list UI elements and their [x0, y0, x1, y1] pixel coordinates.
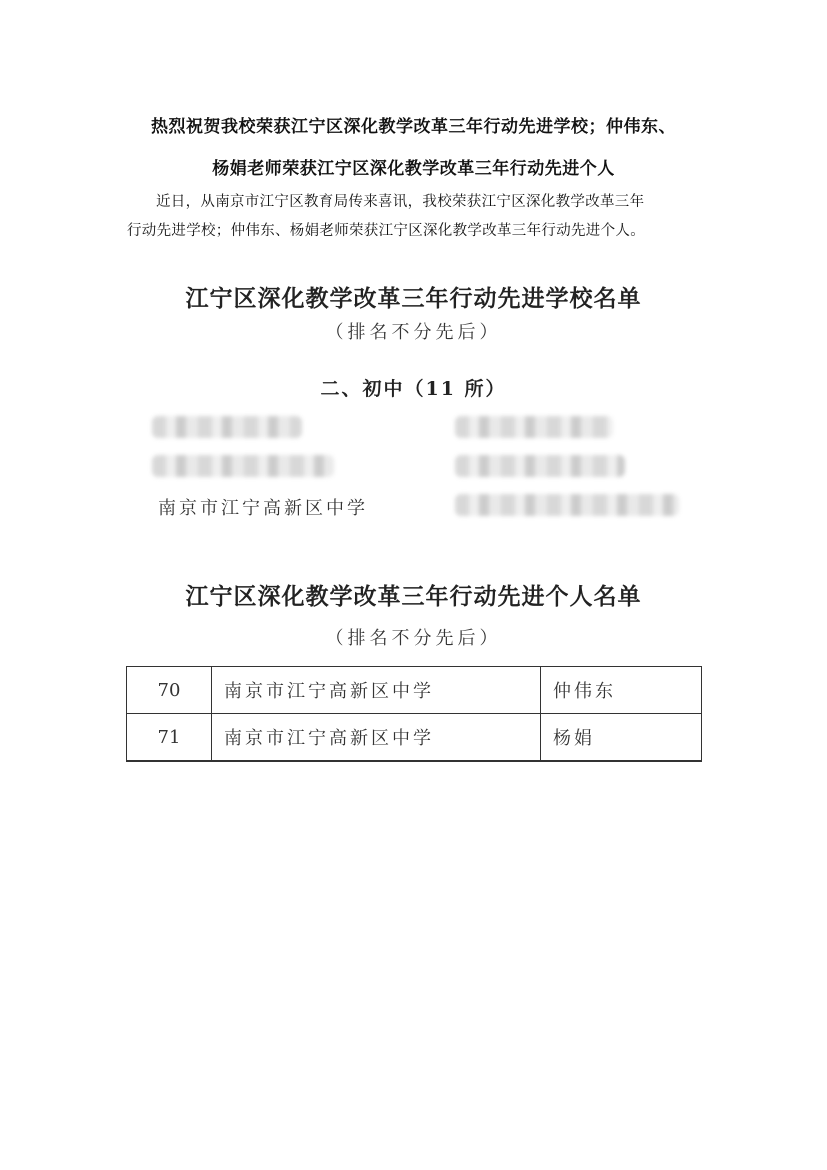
person-list-subtitle: （排名不分先后） — [325, 628, 502, 649]
row-name: 仲伟东 — [541, 667, 702, 714]
section-heading-junior-high: 二、初中（11 所） — [320, 378, 507, 400]
school-list-item: 南京市江宁高新区中学 — [158, 498, 368, 519]
headline-line-2: 杨娟老师荣获江宁区深化教学改革三年行动先进个人 — [212, 159, 615, 179]
school-list-subtitle: （排名不分先后） — [325, 322, 502, 343]
row-number: 70 — [127, 667, 212, 714]
row-number: 71 — [127, 714, 212, 762]
person-table — [126, 666, 702, 762]
redacted-school-name — [455, 455, 625, 477]
intro-paragraph — [127, 188, 707, 246]
table-row — [127, 714, 702, 762]
person-list-title: 江宁区深化教学改革三年行动先进个人名单 — [185, 583, 642, 610]
school-list-title: 江宁区深化教学改革三年行动先进学校名单 — [185, 285, 642, 312]
redacted-school-name — [152, 455, 334, 477]
intro-line-1: 近日，从南京市江宁区教育局传来喜讯，我校荣获江宁区深化教学改革三年 — [156, 194, 645, 210]
row-name: 杨娟 — [541, 714, 702, 762]
row-school: 南京市江宁高新区中学 — [212, 667, 541, 714]
redacted-school-name — [455, 494, 679, 516]
row-school: 南京市江宁高新区中学 — [212, 714, 541, 762]
intro-line-2: 行动先进学校；仲伟东、杨娟老师荣获江宁区深化教学改革三年行动先进个人。 — [127, 223, 645, 239]
table-row — [127, 667, 702, 714]
redacted-school-name — [152, 416, 302, 438]
redacted-school-name — [455, 416, 613, 438]
headline-line-1: 热烈祝贺我校荣获江宁区深化教学改革三年行动先进学校；仲伟东、 — [151, 117, 676, 137]
